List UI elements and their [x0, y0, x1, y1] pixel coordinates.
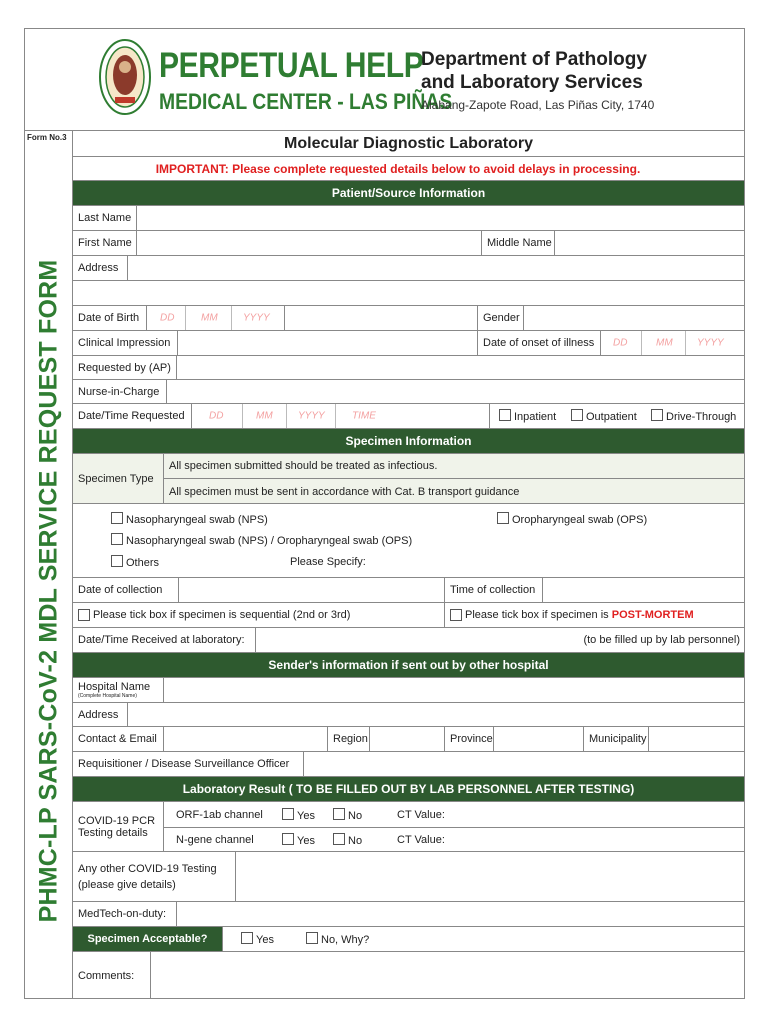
vertical-form-title: PHMC-LP SARS-CoV-2 MDL SERVICE REQUEST FORM — [34, 259, 63, 923]
onset-input[interactable] — [601, 331, 744, 355]
orf-no-option[interactable] — [333, 808, 362, 822]
onset-dd-placeholder: DD — [613, 337, 628, 349]
last-name-label: Last Name — [73, 206, 137, 230]
date-collection-input[interactable] — [179, 578, 445, 602]
dob-yyyy-placeholder: YYYY — [243, 312, 270, 324]
perpetual-help-seal-icon — [99, 39, 151, 115]
acceptable-no-checkbox[interactable] — [306, 932, 318, 944]
medtech-input[interactable] — [177, 902, 744, 926]
req-mm-placeholder: MM — [256, 410, 273, 422]
pcr-label-line-2: Testing details — [78, 826, 148, 839]
ngene-yes-option[interactable] — [282, 833, 315, 847]
comments-row — [73, 951, 744, 999]
middle-name-label: Middle Name — [482, 231, 555, 255]
department-line-2: and Laboratory Services — [421, 72, 643, 93]
orf-label: ORF-1ab channel — [176, 808, 263, 821]
pcr-label-cell — [73, 802, 164, 851]
transport-note: All specimen must be sent in accordance with Cat. B transport guidance — [164, 479, 744, 504]
postmortem-option[interactable] — [445, 603, 744, 627]
pcr-label-line-1: COVID-19 PCR — [78, 814, 156, 827]
sender-address-input[interactable] — [128, 703, 744, 726]
other-testing-line-1: Any other COVID-19 Testing — [78, 862, 217, 875]
section-sender-title: Sender's information if sent out by other hospital — [268, 658, 549, 672]
ops-option[interactable] — [497, 512, 647, 526]
section-result — [73, 776, 744, 801]
nurse-row — [73, 379, 744, 403]
side-banner — [25, 130, 73, 999]
acceptable-yes-checkbox[interactable] — [241, 932, 253, 944]
datetime-requested-label: Date/Time Requested — [73, 404, 192, 428]
letterhead — [25, 29, 744, 130]
outpatient-label: Outpatient — [586, 411, 637, 423]
other-testing-row — [73, 851, 744, 901]
requisitioner-row — [73, 751, 744, 776]
middle-name-input[interactable] — [555, 231, 744, 255]
acceptable-no-option[interactable] — [306, 932, 369, 946]
gender-label: Gender — [478, 306, 524, 330]
ngene-label: N-gene channel — [176, 833, 254, 846]
section-specimen-title: Specimen Information — [345, 434, 472, 448]
postmortem-label: Please tick box if specimen is — [465, 609, 609, 621]
municipality-input[interactable] — [649, 727, 744, 751]
nps-ops-checkbox[interactable] — [111, 533, 123, 545]
please-specify-label: Please Specify: — [290, 556, 366, 568]
section-result-title: Laboratory Result ( TO BE FILLED OUT BY LAB PERSONNEL AFTER TESTING) — [182, 782, 635, 796]
dob-extra[interactable] — [285, 306, 478, 330]
last-name-row — [73, 205, 744, 230]
hospital-address: Alabang-Zapote Road, Las Piñas City, 1740 — [421, 98, 655, 112]
important-row — [73, 156, 744, 180]
inpatient-checkbox[interactable] — [499, 409, 511, 421]
postmortem-checkbox[interactable] — [450, 609, 462, 621]
clinical-impression-input[interactable] — [178, 331, 478, 355]
hospital-sublabel: (Complete Hospital Name) — [78, 693, 137, 699]
req-dd-placeholder: DD — [209, 410, 224, 422]
requested-by-input[interactable] — [177, 356, 744, 379]
province-input[interactable] — [494, 727, 584, 751]
requisitioner-input[interactable] — [304, 752, 744, 776]
brand-subtitle: MEDICAL CENTER - LAS PIÑAS — [159, 89, 453, 114]
acceptable-yes-label: Yes — [256, 934, 274, 946]
pcr-row — [73, 801, 744, 851]
nps-ops-label: Nasopharyngeal swab (NPS) / Oropharyngeal swab (OPS) — [126, 535, 413, 547]
drive-through-checkbox[interactable] — [651, 409, 663, 421]
municipality-label: Municipality — [584, 727, 649, 751]
requested-by-label: Requested by (AP) — [73, 356, 177, 379]
received-row — [73, 627, 744, 652]
ngene-no-checkbox[interactable] — [333, 833, 345, 845]
sequential-label: Please tick box if specimen is sequential (2nd or 3rd) — [93, 609, 351, 621]
others-checkbox[interactable] — [111, 555, 123, 567]
dob-row — [73, 305, 744, 330]
gender-input[interactable] — [524, 306, 744, 330]
ngene-no-option[interactable] — [333, 833, 362, 847]
important-note: IMPORTANT: Please complete requested details below to avoid delays in processing. — [155, 161, 641, 176]
inpatient-label: Inpatient — [514, 411, 557, 423]
received-label: Date/Time Received at laboratory: — [73, 628, 256, 652]
nps-checkbox[interactable] — [111, 512, 123, 524]
section-sender — [73, 652, 744, 677]
section-patient — [73, 180, 744, 205]
medtech-label: MedTech-on-duty: — [73, 902, 177, 926]
contact-input[interactable] — [164, 727, 328, 751]
orf-yes-option[interactable] — [282, 808, 315, 822]
acceptable-row — [73, 926, 744, 951]
acceptable-no-label: No, Why? — [321, 934, 370, 946]
first-name-label: First Name — [73, 231, 137, 255]
medtech-row — [73, 901, 744, 926]
sequential-checkbox[interactable] — [78, 609, 90, 621]
address-row — [73, 255, 744, 280]
outpatient-checkbox[interactable] — [571, 409, 583, 421]
datetime-requested-row — [73, 403, 744, 428]
contact-label: Contact & Email — [73, 727, 164, 751]
clinical-row — [73, 330, 744, 355]
ngene-no-label: No — [348, 834, 363, 847]
lab-title: Molecular Diagnostic Laboratory — [284, 134, 533, 152]
ops-label: Oropharyngeal swab (OPS) — [512, 514, 648, 526]
nps-ops-option[interactable] — [111, 533, 412, 547]
infectious-note: All specimen submitted should be treated as infectious. — [164, 454, 744, 479]
department-line-1: Department of Pathology — [421, 49, 647, 70]
req-time-placeholder: TIME — [352, 410, 376, 422]
ngene-yes-label: Yes — [297, 834, 315, 847]
other-testing-line-2: (please give details) — [78, 878, 176, 891]
collection-row — [73, 577, 744, 602]
specimen-type-label: Specimen Type — [73, 454, 164, 503]
address-input[interactable] — [128, 256, 744, 280]
hospital-label-cell — [73, 678, 164, 702]
orf-yes-label: Yes — [297, 809, 315, 822]
other-testing-label-cell — [73, 852, 236, 901]
nps-label: Nasopharyngeal swab (NPS) — [126, 514, 268, 526]
other-testing-input[interactable] — [236, 852, 744, 901]
orf-no-checkbox[interactable] — [333, 808, 345, 820]
form-page — [24, 28, 745, 999]
datetime-requested-input[interactable] — [192, 404, 490, 428]
brand-title: PERPETUAL HELP — [159, 46, 424, 85]
orf-ct-label: CT Value: — [397, 808, 445, 821]
hospital-row — [73, 677, 744, 702]
comments-label: Comments: — [73, 952, 151, 999]
address-label: Address — [73, 256, 128, 280]
lab-title-row — [73, 130, 744, 156]
acceptable-yes-option[interactable] — [241, 932, 274, 946]
last-name-input[interactable] — [137, 206, 744, 230]
onset-mm-placeholder: MM — [656, 337, 673, 349]
ops-checkbox[interactable] — [497, 512, 509, 524]
address-input-line-2[interactable] — [73, 281, 744, 305]
postmortem-emphasis: POST-MORTEM — [611, 609, 694, 621]
region-input[interactable] — [370, 727, 445, 751]
section-patient-title: Patient/Source Information — [331, 186, 486, 200]
others-label: Others — [126, 557, 160, 569]
first-name-input[interactable] — [137, 231, 482, 255]
lab-personnel-note: (to be filled up by lab personnel) — [583, 634, 740, 646]
orf-row — [164, 802, 744, 828]
acceptable-label: Specimen Acceptable? — [73, 927, 223, 951]
sequential-row — [73, 602, 744, 627]
drive-through-label: Drive-Through — [666, 411, 737, 423]
sequential-option[interactable] — [73, 603, 445, 627]
hospital-label: Hospital Name — [78, 681, 151, 693]
first-name-row — [73, 230, 744, 255]
comments-input[interactable] — [151, 952, 744, 999]
section-specimen — [73, 428, 744, 453]
others-option[interactable] — [111, 555, 159, 569]
nps-option[interactable] — [111, 512, 268, 526]
dob-dd-placeholder: DD — [160, 312, 175, 324]
date-collection-label: Date of collection — [73, 578, 179, 602]
onset-yyyy-placeholder: YYYY — [697, 337, 724, 349]
time-collection-label: Time of collection — [445, 578, 543, 602]
address-continued-row — [73, 280, 744, 305]
specimen-type-row — [73, 453, 744, 503]
orf-no-label: No — [348, 809, 363, 822]
onset-label: Date of onset of illness — [478, 331, 601, 355]
requested-by-row — [73, 355, 744, 379]
requisitioner-label: Requisitioner / Disease Surveillance Officer — [73, 752, 304, 776]
ngene-yes-checkbox[interactable] — [282, 833, 294, 845]
nurse-label: Nurse-in-Charge — [73, 380, 167, 403]
clinical-impression-label: Clinical Impression — [73, 331, 178, 355]
dob-input[interactable] — [147, 306, 285, 330]
dob-mm-placeholder: MM — [201, 312, 218, 324]
province-label: Province — [445, 727, 494, 751]
time-collection-input[interactable] — [543, 578, 744, 602]
orf-yes-checkbox[interactable] — [282, 808, 294, 820]
region-label: Region — [328, 727, 370, 751]
contact-row — [73, 726, 744, 751]
sender-address-label: Address — [73, 703, 128, 726]
inpatient-option[interactable] — [499, 409, 556, 423]
outpatient-option[interactable] — [571, 409, 637, 423]
nurse-input[interactable] — [167, 380, 744, 403]
ngene-row — [164, 827, 744, 852]
specimen-options-row — [73, 503, 744, 577]
hospital-input[interactable] — [164, 678, 744, 702]
req-yyyy-placeholder: YYYY — [298, 410, 325, 422]
dob-label: Date of Birth — [73, 306, 147, 330]
form-number: Form No.3 — [27, 133, 67, 142]
ngene-ct-label: CT Value: — [397, 833, 445, 846]
drive-through-option[interactable] — [651, 409, 736, 423]
sender-address-row — [73, 702, 744, 726]
